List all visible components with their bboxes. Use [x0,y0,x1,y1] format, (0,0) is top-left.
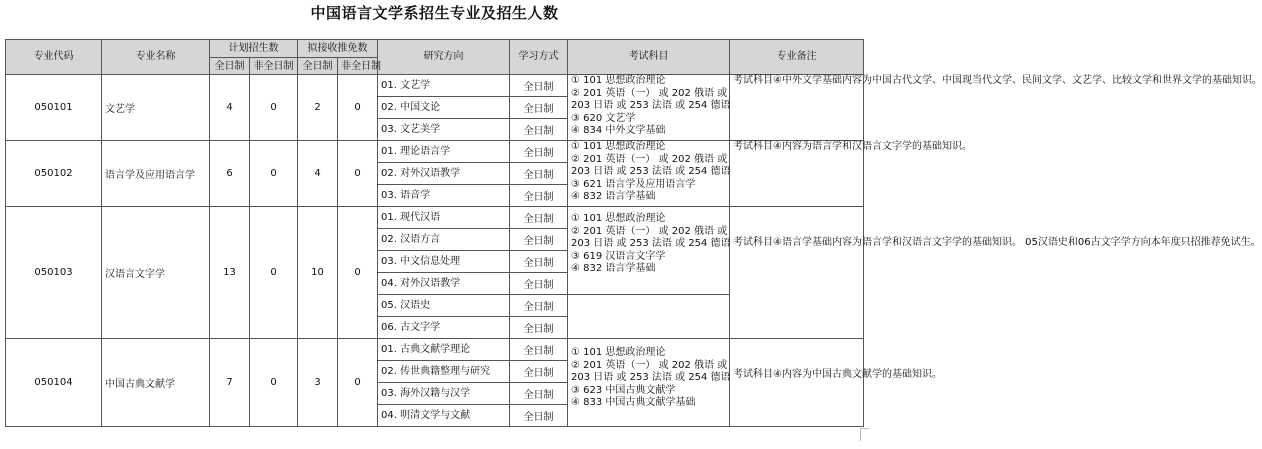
exam-subjects [568,339,730,427]
exam-subject-line: ② 201 英语（一） 或 202 俄语 或 [571,87,728,99]
exam-subject-line: 203 日语 或 253 法语 或 254 德语 [571,238,731,249]
program-remark: 考试科目④内容为语言学和汉语言文字学的基础知识。 [730,141,864,207]
exam-subject-line: ② 201 英语（一） 或 202 俄语 或 [571,359,728,371]
research-direction: 04. 对外汉语教学 [378,273,510,295]
study-mode: 全日制 [510,207,568,229]
research-direction: 03. 中文信息处理 [378,251,510,273]
exam-subject-line: ① 101 思想政治理论 [571,75,666,86]
plan-full-time-count: 6 [210,141,250,207]
research-direction: 02. 中国文论 [378,97,510,119]
program-remark: 考试科目④语言学基础内容为语言学和汉语言文字学的基础知识。 05汉语史和06古文字学方向本年度只招推荐免试生。 [730,207,864,339]
plan-part-time-count: 0 [250,75,298,141]
exam-subject-line: ④ 832 语言学基础 [571,191,656,202]
program-name: 中国古典文献学 [102,339,210,427]
exempt-full-time-count: 2 [298,75,338,141]
exempt-full-time-count: 3 [298,339,338,427]
exam-subject-line: ④ 834 中外文学基础 [571,125,666,136]
exempt-part-time-count: 0 [338,141,378,207]
study-mode: 全日制 [510,339,568,361]
study-mode: 全日制 [510,405,568,427]
exempt-full-time-count: 4 [298,141,338,207]
exam-subjects-blank [568,295,730,339]
program-name: 汉语言文字学 [102,207,210,339]
study-mode: 全日制 [510,229,568,251]
program-code: 050101 [6,75,102,141]
exam-subject-line: ① 101 思想政治理论 [571,347,666,358]
exam-subjects [568,141,730,207]
program-code: 050102 [6,141,102,207]
research-direction: 05. 汉语史 [378,295,510,317]
exempt-part-time-count: 0 [338,75,378,141]
research-direction: 01. 文艺学 [378,75,510,97]
header-exempt-part-time: 非全日制 [338,58,378,75]
exam-subject-line: ③ 619 汉语言文字学 [571,250,666,262]
study-mode: 全日制 [510,119,568,141]
enrollment-table [5,39,1262,427]
table-row [6,141,864,163]
research-direction: 01. 理论语言学 [378,141,510,163]
program-name: 文艺学 [102,75,210,141]
header-plan-part-time: 非全日制 [250,58,298,75]
exam-subject-line: ③ 621 语言学及应用语言学 [571,178,696,190]
exam-subject-line: ③ 623 中国古典文献学 [571,384,676,396]
exam-subjects [568,207,730,295]
header-exempt-full-time: 全日制 [298,58,338,75]
study-mode: 全日制 [510,361,568,383]
header-exam: 考试科目 [568,40,730,75]
program-code: 050104 [6,339,102,427]
exam-subject-line: 203 日语 或 253 法语 或 254 德语 [571,166,731,177]
header-direction: 研究方向 [378,40,510,75]
program-remark: 考试科目④内容为中国古典文献学的基础知识。 [730,339,864,427]
plan-full-time-count: 13 [210,207,250,339]
exam-subject-line: ④ 833 中国古典文献学基础 [571,397,696,408]
plan-full-time-count: 4 [210,75,250,141]
exam-subject-line: ① 101 思想政治理论 [571,141,666,152]
research-direction: 02. 对外汉语教学 [378,163,510,185]
header-exempt: 拟接收推免数 [298,40,378,58]
table-row [6,207,864,229]
exam-subjects [568,75,730,141]
study-mode: 全日制 [510,97,568,119]
plan-full-time-count: 7 [210,339,250,427]
research-direction: 02. 汉语方言 [378,229,510,251]
study-mode: 全日制 [510,75,568,97]
exam-subject-line: 203 日语 或 253 法语 或 254 德语 [571,372,731,383]
research-direction: 04. 明清文学与文献 [378,405,510,427]
research-direction: 06. 古文字学 [378,317,510,339]
table-row [6,339,864,361]
exempt-part-time-count: 0 [338,339,378,427]
page-corner-mark [860,428,869,441]
plan-part-time-count: 0 [250,339,298,427]
research-direction: 03. 语音学 [378,185,510,207]
exam-subject-line: ④ 832 语言学基础 [571,263,656,274]
header-name: 专业名称 [102,40,210,75]
header-study-mode: 学习方式 [510,40,568,75]
page-title: 中国语言文学系招生专业及招生人数 [310,4,559,22]
plan-part-time-count: 0 [250,141,298,207]
study-mode: 全日制 [510,383,568,405]
header-plan-full-time: 全日制 [210,58,250,75]
exam-subject-line: 203 日语 或 253 法语 或 254 德语 [571,100,731,111]
exempt-full-time-count: 10 [298,207,338,339]
program-remark: 考试科目④中外文学基础内容为中国古代文学、中国现当代文学、民间文学、文艺学、比较文学和世界文学的基础知识。 [730,75,864,141]
research-direction: 03. 海外汉籍与汉学 [378,383,510,405]
program-name: 语言学及应用语言学 [102,141,210,207]
study-mode: 全日制 [510,317,568,339]
exam-subject-line: ② 201 英语（一） 或 202 俄语 或 [571,225,728,237]
exam-subject-line: ① 101 思想政治理论 [571,213,666,224]
research-direction: 01. 现代汉语 [378,207,510,229]
plan-part-time-count: 0 [250,207,298,339]
exam-subject-line: ② 201 英语（一） 或 202 俄语 或 [571,153,728,165]
study-mode: 全日制 [510,141,568,163]
header-plan: 计划招生数 [210,40,298,58]
header-remark: 专业备注 [730,40,864,75]
exam-subject-line: ③ 620 文艺学 [571,112,636,124]
table-row [6,75,864,97]
research-direction: 03. 文艺美学 [378,119,510,141]
study-mode: 全日制 [510,185,568,207]
research-direction: 01. 古典文献学理论 [378,339,510,361]
program-code: 050103 [6,207,102,339]
research-direction: 02. 传世典籍整理与研究 [378,361,510,383]
exempt-part-time-count: 0 [338,207,378,339]
study-mode: 全日制 [510,163,568,185]
header-code: 专业代码 [6,40,102,75]
study-mode: 全日制 [510,251,568,273]
study-mode: 全日制 [510,295,568,317]
study-mode: 全日制 [510,273,568,295]
